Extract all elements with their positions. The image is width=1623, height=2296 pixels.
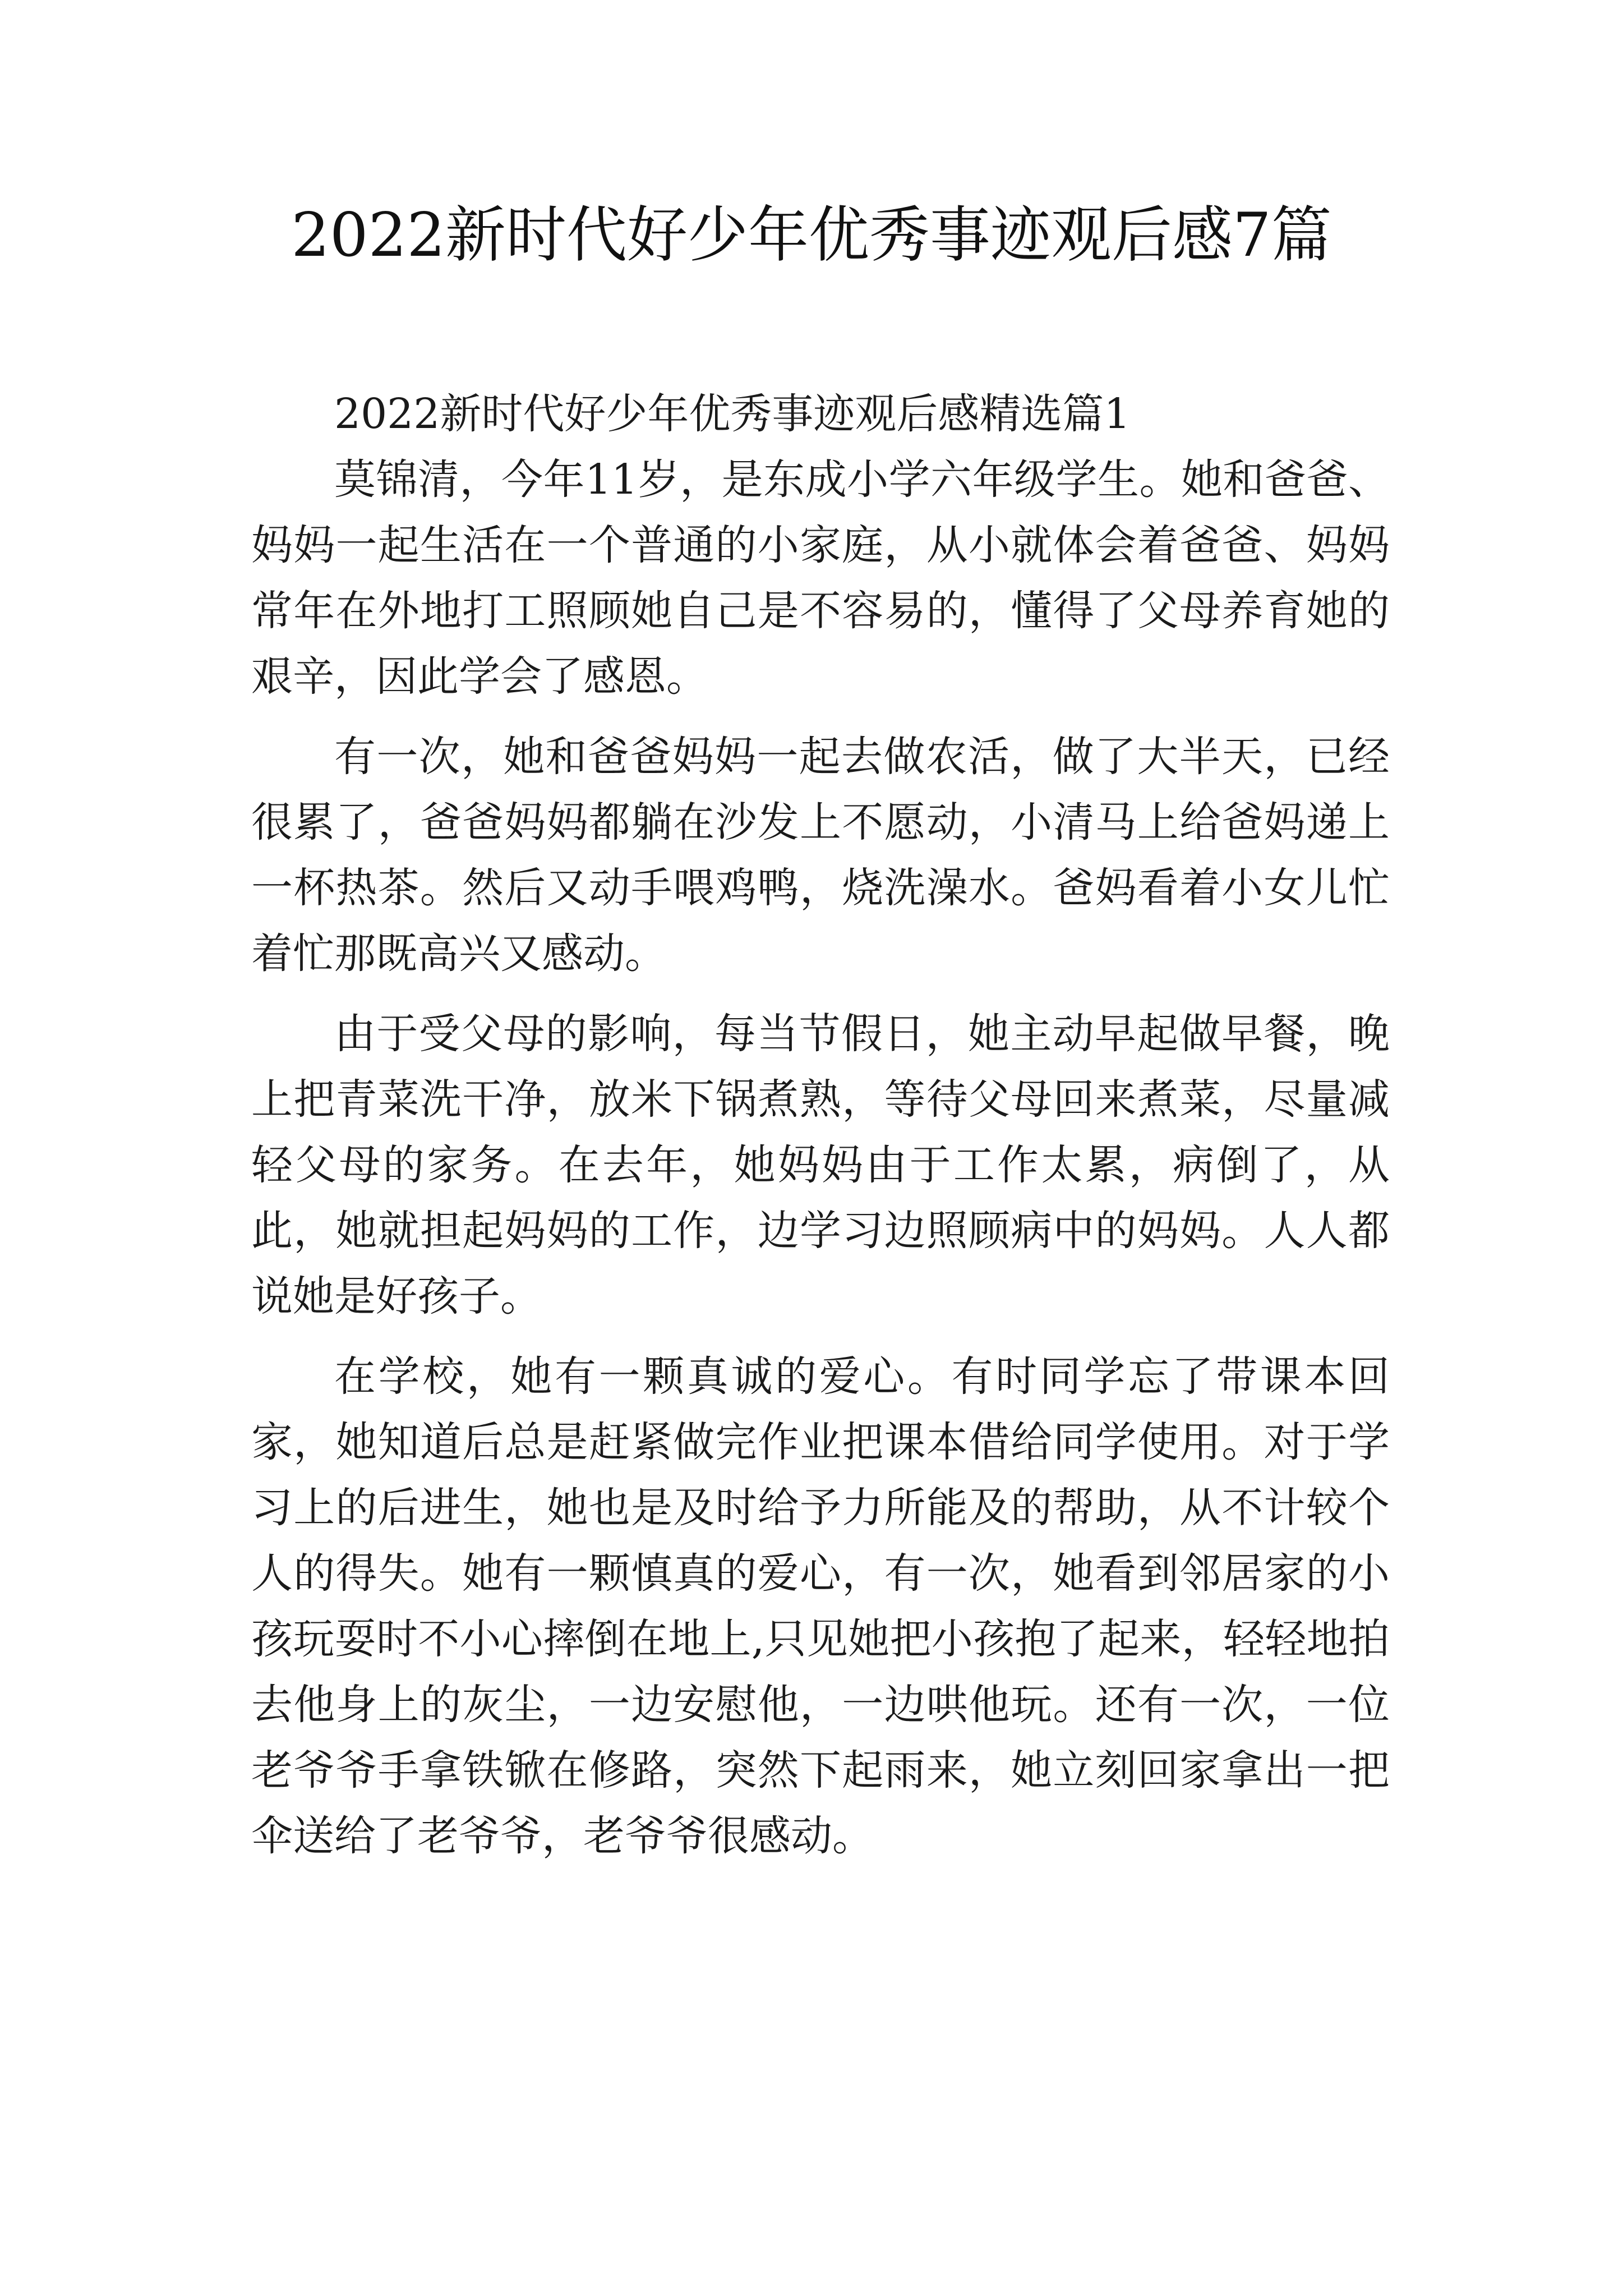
- section-heading: 2022新时代好少年优秀事迹观后感精选篇1: [334, 390, 1131, 438]
- paragraph-3: 由于受父母的影响，每当节假日，她主动早起做早餐，晚上把青菜洗干净，放米下锅煮熟，等待父母回来煮菜，尽量减轻父母的家务。在去年，她妈妈由于工作太累，病倒了，从此，她就担起妈妈的工作，边学习边照顾病中的妈妈。人人都说她是好孩子。: [251, 1010, 1390, 1320]
- document-title: 2022新时代好少年优秀事迹观后感7篇: [291, 200, 1332, 270]
- paragraph-1: 莫锦清，今年11岁，是东成小学六年级学生。她和爸爸、妈妈一起生活在一个普通的小家庭，从小就体会着爸爸、妈妈常年在外地打工照顾她自己是不容易的，懂得了父母养育她的艰辛，因此学会了感恩。: [251, 455, 1390, 701]
- paragraph-4: 在学校，她有一颗真诚的爱心。有时同学忘了带课本回家，她知道后总是赶紧做完作业把课本借给同学使用。对于学习上的后进生，她也是及时给予力所能及的帮助，从不计较个人的得失。她有一颗慎真的爱心，有一次，她看到邻居家的小孩玩耍时不小心摔倒在地上,只见她把小孩抱了起来，轻轻地拍去他身上的灰尘，一边安慰他，一边哄他玩。还有一次，一位老爷爷手拿铁锨在修路，突然下起雨来，她立刻回家拿出一把伞送给了老爷爷，老爷爷很感动。: [251, 1352, 1390, 1860]
- paragraph-2: 有一次，她和爸爸妈妈一起去做农活，做了大半天，已经很累了，爸爸妈妈都躺在沙发上不愿动，小清马上给爸妈递上一杯热茶。然后又动手喂鸡鸭，烧洗澡水。爸妈看着小女儿忙着忙那既高兴又感动。: [251, 733, 1390, 978]
- document-body: [251, 381, 1390, 1884]
